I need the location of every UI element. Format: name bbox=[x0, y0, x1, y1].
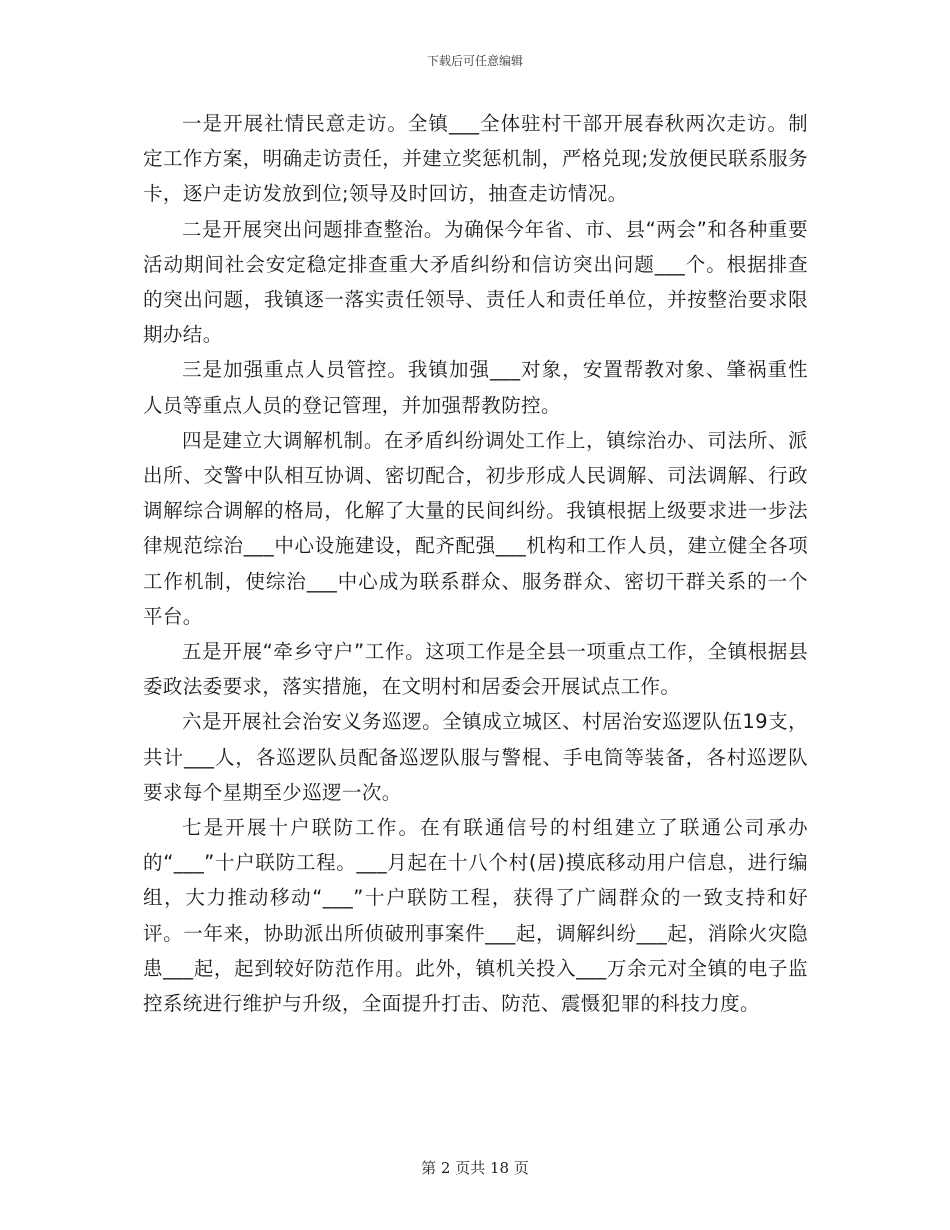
paragraph-4: 四是建立大调解机制。在矛盾纠纷调处工作上，镇综治办、司法所、派出所、交警中队相互协调、密切配合，初步形成人民调解、司法调解、行政调解综合调解的格局，化解了大量的民间纠纷。我镇根据上级要求进一步法律规范综治___中心设施建设，配齐配强___机构和工作人员，建立健全各项工作机制，使综治___中心成为联系群众、服务群众、密切干群关系的一个平台。 bbox=[143, 428, 808, 628]
paragraph-2: 二是开展突出问题排查整治。为确保今年省、市、县“两会”和各种重要活动期间社会安定稳定排查重大矛盾纠纷和信访突出问题___个。根据排查的突出问题，我镇逐一落实责任领导、责任人和责任单位，并按整治要求限期办结。 bbox=[143, 217, 808, 347]
paragraph-5: 五是开展“牵乡守户”工作。这项工作是全县一项重点工作，全镇根据县委政法委要求，落实措施，在文明村和居委会开展试点工作。 bbox=[143, 640, 808, 699]
page-number-footer: 第 2 页共 18 页 bbox=[421, 1159, 529, 1177]
paragraph-6: 六是开展社会治安义务巡逻。全镇成立城区、村居治安巡逻队伍19支，共计___人，各巡逻队员配备巡逻队服与警棍、手电筒等装备，各村巡逻队要求每个星期至少巡逻一次。 bbox=[143, 710, 808, 804]
paragraph-3: 三是加强重点人员管控。我镇加强___对象，安置帮教对象、肇祸重性人员等重点人员的登记管理，并加强帮教防控。 bbox=[143, 358, 808, 417]
paragraph-7: 七是开展十户联防工作。在有联通信号的村组建立了联通公司承办的“___”十户联防工程。___月起在十八个村(居)摸底移动用户信息，进行编组，大力推动移动“___”十户联防工程，获得了广阔群众的一致支持和好评。一年来，协助派出所侦破刑事案件___起，调解纠纷___起，消除火灾隐患___起，起到较好防范作用。此外，镇机关投入___万余元对全镇的电子监控系统进行维护与升级，全面提升打击、防范、震慑犯罪的科技力度。 bbox=[143, 816, 808, 1016]
paragraph-1: 一是开展社情民意走访。全镇___全体驻村干部开展春秋两次走访。制定工作方案，明确走访责任，并建立奖惩机制，严格兑现;发放便民联系服务卡，逐户走访发放到位;领导及时回访，抽查走访情况。 bbox=[143, 112, 808, 206]
document-body bbox=[143, 106, 808, 1021]
page-header: 下载后可任意编辑 bbox=[426, 54, 523, 68]
